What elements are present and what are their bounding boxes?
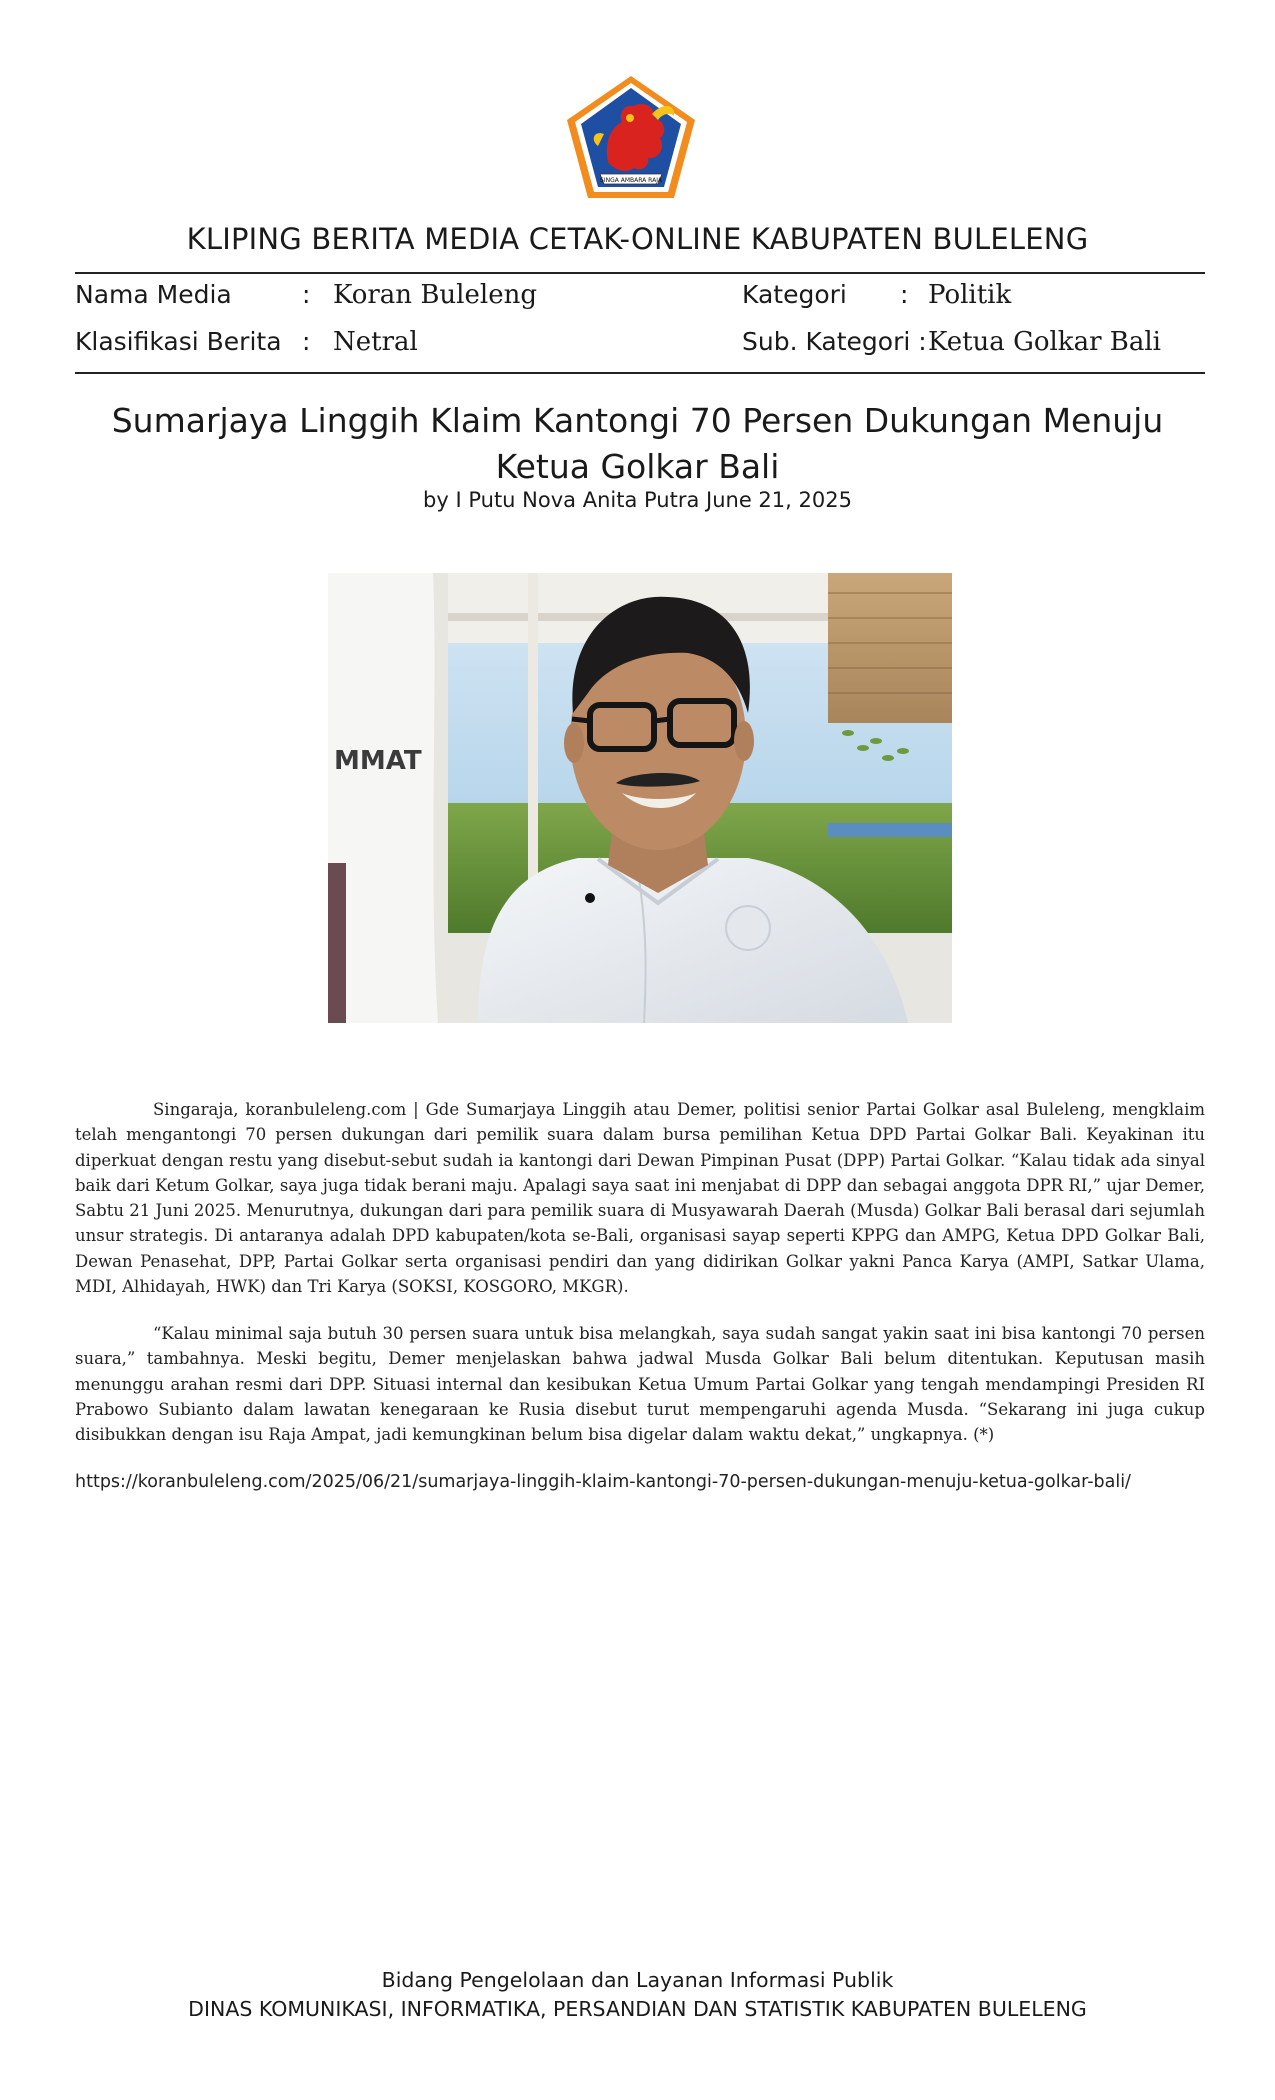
subcategory-label: Sub. Kategori :: [742, 327, 927, 356]
classification-label: Klasifikasi Berita: [75, 327, 282, 356]
document-title: KLIPING BERITA MEDIA CETAK-ONLINE KABUPATEN BULELENG: [186, 222, 1089, 256]
regency-emblem-logo: [564, 74, 698, 202]
article-photo: [328, 573, 952, 1023]
svg-text:SINGA AMBARA RAJA: SINGA AMBARA RAJA: [600, 177, 662, 184]
article-paragraph: “Kalau minimal saja butuh 30 persen suara untuk bisa melangkah, saya sudah sangat yakin saat ini bisa kantongi 70 persen suara,” tambahnya. Meski begitu, Demer menjelaskan bahwa jadwal Musda Golkar Bali belum ditentukan. Keputusan masih menunggu arahan resmi dari DPP. Situasi internal dan kesibukan Ketua Umum Partai Golkar yang tengah mendampingi Presiden RI Prabowo Subianto dalam lawatan kenegaraan ke Rusia disebut turut mempengaruhi agenda Musda. “Sekarang ini juga cukup disibukkan dengan isu Raja Ampat, jadi kemungkinan belum bisa digelar dalam waktu dekat,” ungkapnya. (*): [75, 1324, 1205, 1445]
footer-division: Bidang Pengelolaan dan Layanan Informasi Publik: [381, 1968, 894, 1992]
article-headline: Sumarjaya Linggih Klaim Kantongi 70 Persen Dukungan Menuju Ketua Golkar Bali: [111, 401, 1164, 486]
category-separator: :: [900, 280, 909, 309]
category-value: Politik: [928, 280, 1012, 310]
footer-agency: DINAS KOMUNIKASI, INFORMATIKA, PERSANDIAN DAN STATISTIK KABUPATEN BULELENG: [188, 1997, 1087, 2021]
article-byline: by I Putu Nova Anita Putra June 21, 2025: [423, 488, 852, 512]
source-url: https://koranbuleleng.com/2025/06/21/sumarjaya-linggih-klaim-kantongi-70-persen-dukungan-menuju-ketua-golkar-bali/: [75, 1472, 1131, 1492]
subcategory-value: Ketua Golkar Bali: [928, 327, 1161, 357]
article-paragraph: Singaraja, koranbuleleng.com | Gde Sumarjaya Linggih atau Demer, politisi senior Partai Golkar asal Buleleng, mengklaim telah mengantongi 70 persen dukungan dari pemilik suara dalam bursa pemilihan Ketua DPD Partai Golkar Bali. Keyakinan itu diperkuat dengan restu yang disebut-sebut sudah ia kantongi dari Dewan Pimpinan Pusat (DPP) Partai Golkar. “Kalau tidak ada sinyal baik dari Ketum Golkar, saya juga tidak berani maju. Apalagi saya saat ini menjabat di DPP dan sebagai anggota DPR RI,” ujar Demer, Sabtu 21 Juni 2025. Menurutnya, dukungan dari para pemilik suara di Musyawarah Daerah (Musda) Golkar Bali berasal dari sejumlah unsur strategis. Di antaranya adalah DPD kabupaten/kota se-Bali, organisasi sayap seperti KPPG dan AMPG, Ketua DPD Golkar Bali, Dewan Penasehat, DPP, Partai Golkar serta organisasi pendiri dan yang didirikan Golkar yakni Panca Karya (AMPI, Satkar Ulama, MDI, Alhidayah, HWK) dan Tri Karya (SOKSI, KOSGORO, MKGR).: [75, 1100, 1205, 1297]
classification-separator: :: [302, 327, 311, 356]
classification-value: Netral: [333, 327, 418, 357]
svg-text:MMAT: MMAT: [334, 746, 422, 776]
category-label: Kategori: [742, 280, 847, 309]
media-name-separator: :: [302, 280, 311, 309]
media-name-label: Nama Media: [75, 280, 232, 309]
header-rule-top: [75, 272, 1205, 274]
media-name-value: Koran Buleleng: [333, 280, 537, 310]
header-rule-bottom: [75, 372, 1205, 374]
